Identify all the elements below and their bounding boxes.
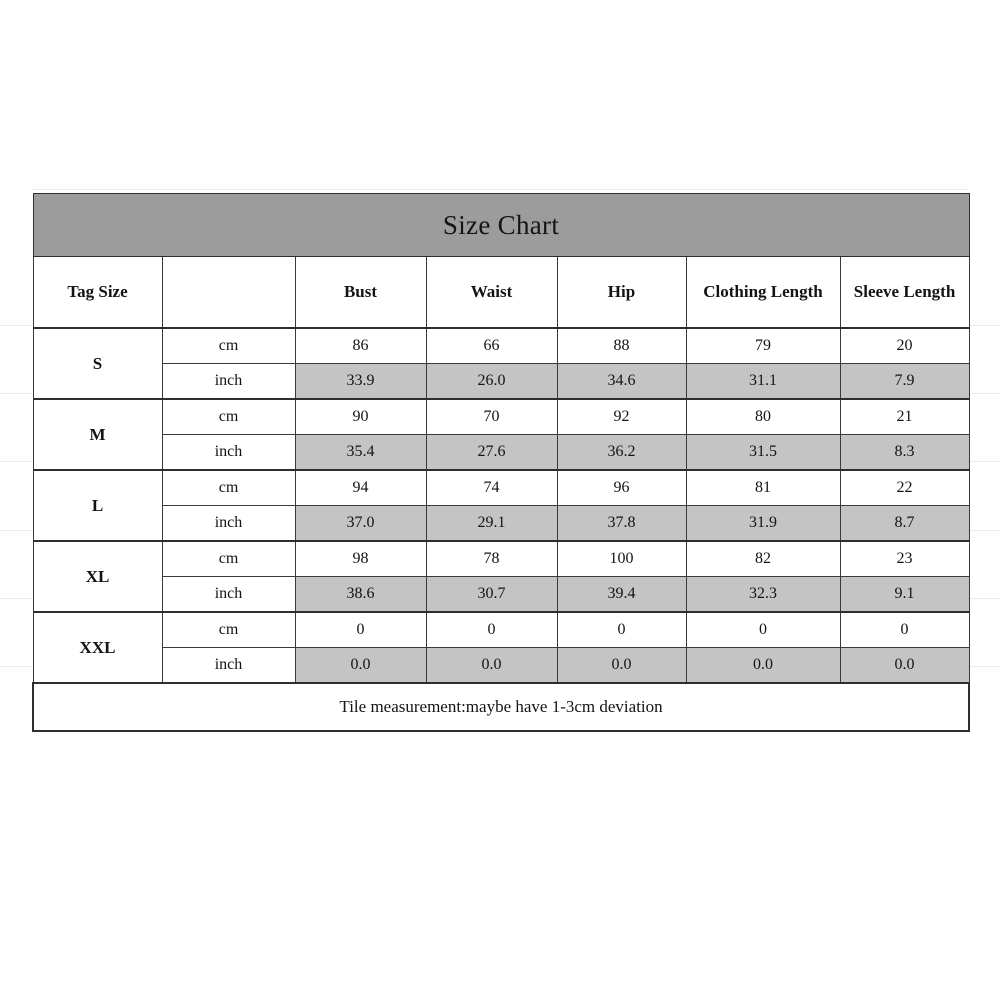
- table-row: [33, 648, 969, 684]
- header-row: [33, 257, 969, 329]
- hip-value: 36.2: [557, 435, 686, 471]
- unit-cell: inch: [162, 506, 295, 542]
- table-row: [33, 435, 969, 471]
- waist-value: 27.6: [426, 435, 557, 471]
- bust-value: 86: [295, 328, 426, 364]
- waist-value: 0.0: [426, 648, 557, 684]
- gridline-stub-right-4: [968, 530, 1000, 531]
- table-row: [33, 612, 969, 648]
- tag-size-cell: XL: [33, 541, 162, 612]
- unit-cell: inch: [162, 364, 295, 400]
- waist-value: 74: [426, 470, 557, 506]
- hip-value: 100: [557, 541, 686, 577]
- sleeve-length-value: 8.3: [840, 435, 969, 471]
- clothing-length-value: 31.5: [686, 435, 840, 471]
- sleeve-length-value: 0.0: [840, 648, 969, 684]
- clothing-length-value: 31.1: [686, 364, 840, 400]
- unit-cell: cm: [162, 399, 295, 435]
- bust-value: 90: [295, 399, 426, 435]
- size-chart-container: [32, 193, 968, 732]
- table-row: [33, 577, 969, 613]
- clothing-length-value: 80: [686, 399, 840, 435]
- waist-value: 70: [426, 399, 557, 435]
- hip-value: 96: [557, 470, 686, 506]
- sleeve-length-value: 7.9: [840, 364, 969, 400]
- sleeve-length-value: 0: [840, 612, 969, 648]
- gridline-stub-left-5: [0, 598, 32, 599]
- hip-value: 37.8: [557, 506, 686, 542]
- gridline-stub-left-1: [0, 325, 32, 326]
- clothing-length-value: 0.0: [686, 648, 840, 684]
- clothing-length-value: 81: [686, 470, 840, 506]
- hip-value: 0.0: [557, 648, 686, 684]
- gridline-stub-top: [32, 189, 968, 190]
- sleeve-length-value: 22: [840, 470, 969, 506]
- hip-value: 39.4: [557, 577, 686, 613]
- chart-title: Size Chart: [33, 194, 969, 257]
- unit-cell: cm: [162, 541, 295, 577]
- table-row: [33, 470, 969, 506]
- gridline-stub-right-3: [968, 461, 1000, 462]
- title-row: [33, 194, 969, 257]
- clothing-length-value: 31.9: [686, 506, 840, 542]
- column-header-sleeve-length: Sleeve Length: [840, 257, 969, 329]
- unit-cell: cm: [162, 470, 295, 506]
- column-header-unit: [162, 257, 295, 329]
- tag-size-cell: XXL: [33, 612, 162, 683]
- bust-value: 35.4: [295, 435, 426, 471]
- clothing-length-value: 0: [686, 612, 840, 648]
- unit-cell: inch: [162, 577, 295, 613]
- unit-cell: inch: [162, 648, 295, 684]
- hip-value: 34.6: [557, 364, 686, 400]
- column-header-bust: Bust: [295, 257, 426, 329]
- hip-value: 92: [557, 399, 686, 435]
- gridline-stub-left-6: [0, 666, 32, 667]
- gridline-stub-right-6: [968, 666, 1000, 667]
- gridline-stub-left-3: [0, 461, 32, 462]
- bust-value: 98: [295, 541, 426, 577]
- clothing-length-value: 79: [686, 328, 840, 364]
- gridline-stub-left-2: [0, 393, 32, 394]
- table-row: [33, 399, 969, 435]
- column-header-waist: Waist: [426, 257, 557, 329]
- table-row: [33, 541, 969, 577]
- gridline-stub-right-5: [968, 598, 1000, 599]
- bust-value: 94: [295, 470, 426, 506]
- unit-cell: cm: [162, 612, 295, 648]
- column-header-tag-size: Tag Size: [33, 257, 162, 329]
- gridline-stub-left-4: [0, 530, 32, 531]
- bust-value: 38.6: [295, 577, 426, 613]
- sleeve-length-value: 21: [840, 399, 969, 435]
- size-chart-table: [32, 193, 970, 732]
- waist-value: 78: [426, 541, 557, 577]
- waist-value: 26.0: [426, 364, 557, 400]
- bust-value: 33.9: [295, 364, 426, 400]
- clothing-length-value: 82: [686, 541, 840, 577]
- waist-value: 30.7: [426, 577, 557, 613]
- hip-value: 88: [557, 328, 686, 364]
- table-row: [33, 328, 969, 364]
- waist-value: 66: [426, 328, 557, 364]
- gridline-stub-right-2: [968, 393, 1000, 394]
- sleeve-length-value: 23: [840, 541, 969, 577]
- tag-size-cell: S: [33, 328, 162, 399]
- table-row: [33, 506, 969, 542]
- bust-value: 37.0: [295, 506, 426, 542]
- column-header-clothing-length: Clothing Length: [686, 257, 840, 329]
- unit-cell: cm: [162, 328, 295, 364]
- measurement-footnote: Tile measurement:maybe have 1-3cm deviation: [33, 683, 969, 731]
- hip-value: 0: [557, 612, 686, 648]
- clothing-length-value: 32.3: [686, 577, 840, 613]
- table-row: [33, 364, 969, 400]
- bust-value: 0: [295, 612, 426, 648]
- sleeve-length-value: 20: [840, 328, 969, 364]
- column-header-hip: Hip: [557, 257, 686, 329]
- sleeve-length-value: 9.1: [840, 577, 969, 613]
- tag-size-cell: L: [33, 470, 162, 541]
- waist-value: 0: [426, 612, 557, 648]
- waist-value: 29.1: [426, 506, 557, 542]
- gridline-stub-right-1: [968, 325, 1000, 326]
- bust-value: 0.0: [295, 648, 426, 684]
- tag-size-cell: M: [33, 399, 162, 470]
- unit-cell: inch: [162, 435, 295, 471]
- footnote-row: [33, 683, 969, 731]
- sleeve-length-value: 8.7: [840, 506, 969, 542]
